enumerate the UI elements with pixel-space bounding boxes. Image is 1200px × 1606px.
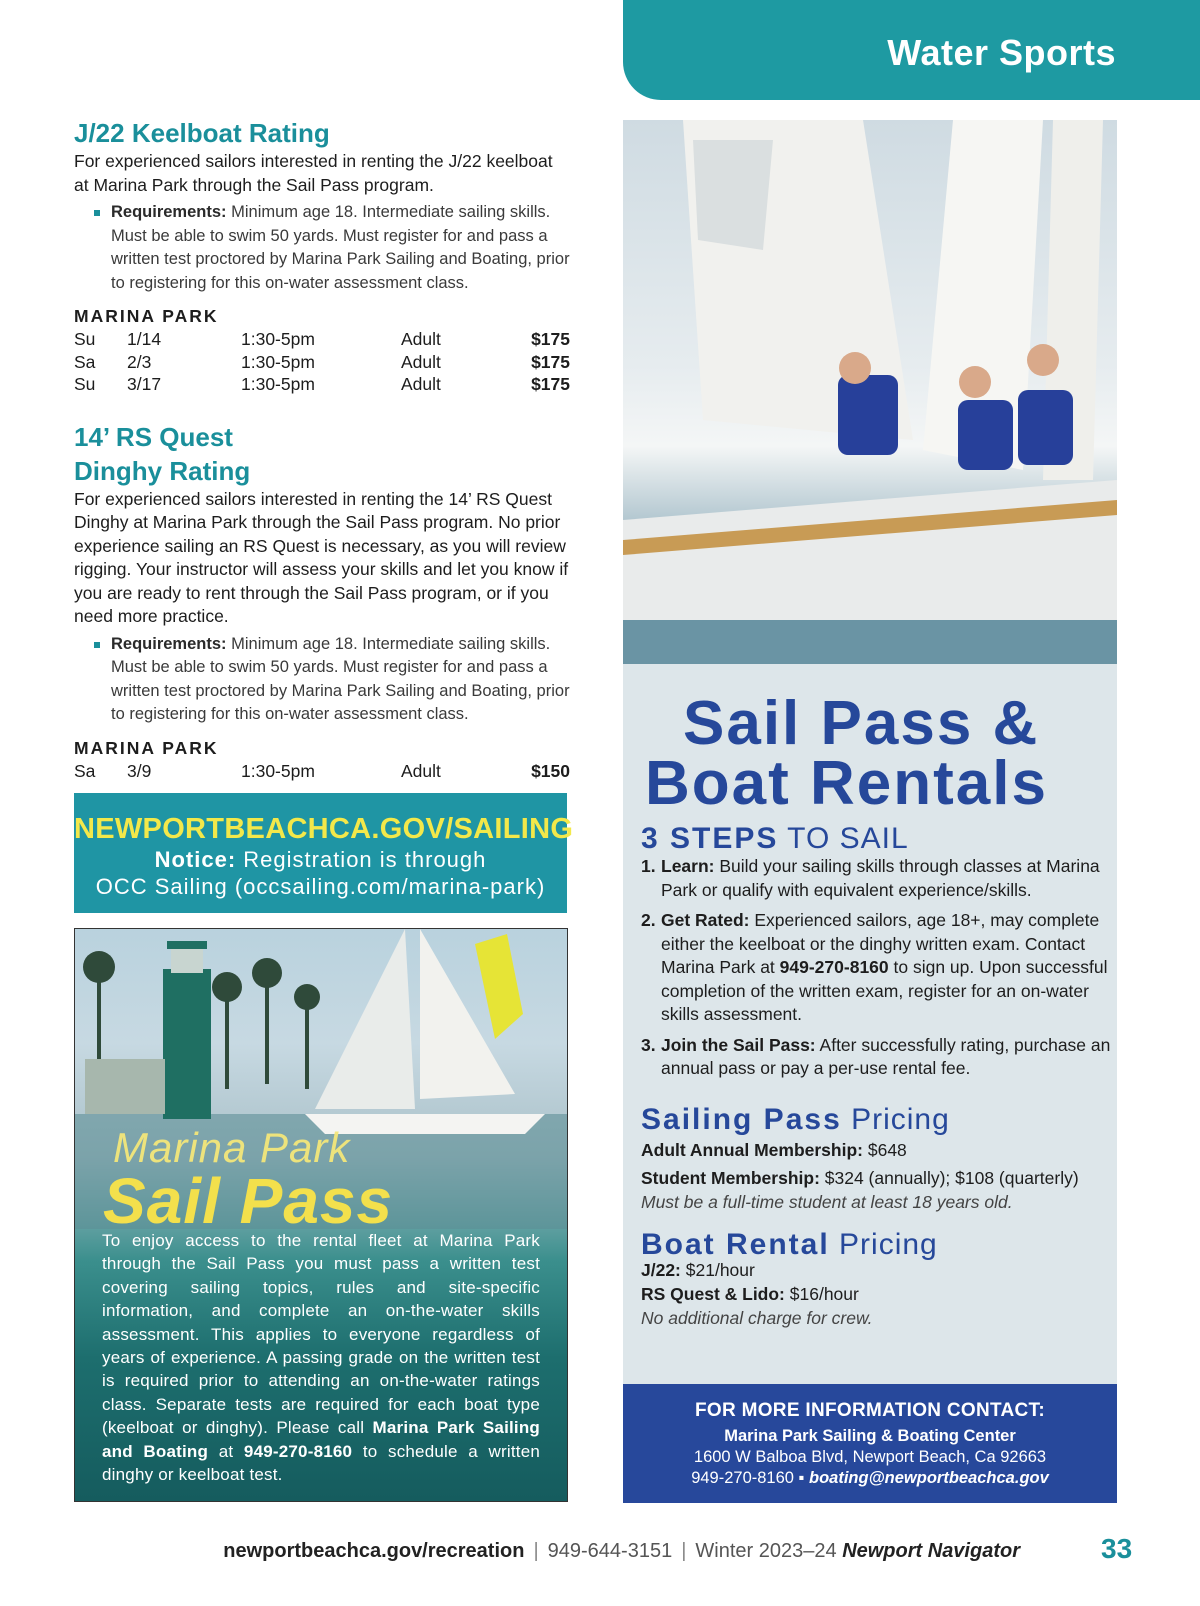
schedule-row — [74, 373, 570, 396]
rsquest-title-line1: 14’ RS Quest — [74, 421, 233, 452]
rental-pricing-list — [641, 1258, 1111, 1330]
card-text: To enjoy access to the rental fleet at Marina Park through the Sail Pass you must pass a written test covering sailing topics, rules and site-specific information, and complete an on-the-water skills assessment. This applies to everyone regardless of years of experience. A passing grade on the written test is required prior to attending an on-the-water ratings class. Separate tests are required for each boat type (keelboat or dinghy). Please call — [102, 1231, 540, 1438]
page-number: 33 — [1101, 1533, 1133, 1564]
schedule-date: 1/14 — [127, 329, 162, 349]
card-text: to schedule a written dinghy or keelboat test. — [102, 1441, 540, 1485]
lighthouse-icon — [163, 941, 211, 1119]
steps-heading — [641, 822, 909, 856]
sailing-pricing-list — [641, 1138, 1111, 1214]
venue-label: MARINA PARK — [74, 737, 219, 758]
price-value: $16/hour — [784, 1284, 859, 1304]
schedule-day: Sa — [74, 760, 96, 781]
step-phone[interactable]: 949-270-8160 — [779, 957, 889, 977]
schedule-day: Sa — [74, 351, 96, 372]
card-text: at — [208, 1441, 244, 1461]
rsquest-title-line2: Dinghy Rating — [74, 455, 251, 486]
page-footer — [223, 1540, 1020, 1563]
steps-heading-rest: TO SAIL — [778, 822, 909, 855]
step-text: Build your sailing skills through classes at Marina Park or qualify with equivalent experience/skills. — [661, 856, 1100, 900]
schedule-time: 1:30-5pm — [241, 760, 315, 781]
schedule-day: Su — [74, 329, 96, 349]
footer-publication: Newport Navigator — [842, 1540, 1020, 1562]
schedule-price: $150 — [531, 760, 570, 781]
requirements-text: Minimum age 18. Intermediate sailing skills. Must be able to swim 50 yards. Must register for and pass a written test proctored by Marina Park Sailing and Boating, prior to registering for this on-water assessment class. — [111, 634, 570, 723]
promo-title-line1: Sail Pass & — [683, 689, 1040, 758]
notice-line1 — [74, 846, 567, 873]
card-title-large: Sail Pass — [103, 1165, 394, 1237]
schedule-date: 3/17 — [127, 374, 162, 394]
pricing-heading-bold: Boat Rental — [641, 1228, 830, 1261]
card-phone[interactable]: 949-270-8160 — [243, 1441, 353, 1461]
j22-schedule — [74, 328, 570, 396]
footer-url-link[interactable]: newportbeachca.gov/recreation — [223, 1540, 525, 1562]
sailing-photo — [623, 120, 1117, 664]
registration-notice — [74, 793, 574, 913]
schedule-date: 2/3 — [127, 351, 152, 372]
contact-email-link[interactable]: boating@newportbeachca.gov — [809, 1469, 1049, 1487]
pricing-heading-rest: Pricing — [841, 1103, 950, 1136]
footer-separator: | — [533, 1540, 539, 1562]
contact-phone[interactable]: 949-270-8160 — [691, 1469, 794, 1487]
rsquest-description: For experienced sailors interested in renting the 14’ RS Quest Dinghy at Marina Park through the Sail Pass program. No prior experience sailing an RS Quest is necessary, as you will review rigging. Your instructor will assess your skills and let you know if you are ready to rent through the Sail Pass program, or if you need more practice. — [74, 488, 569, 626]
requirements-text: Minimum age 18. Intermediate sailing skills. Must be able to swim 50 yards. Must register for and pass a written test proctored by Marina Park Sailing and Boating, prior to registering for this on-water assessment class. — [111, 203, 570, 292]
pricing-note: Must be a full-time student at least 18 years old. — [641, 1192, 1013, 1212]
step-number: 2. — [641, 910, 656, 930]
schedule-age: Adult — [401, 351, 441, 372]
schedule-price: $175 — [531, 329, 570, 349]
schedule-price: $175 — [531, 374, 570, 394]
step-number: 1. — [641, 856, 656, 876]
class-listings — [74, 116, 570, 782]
notice-text1: Registration is through — [236, 847, 487, 872]
step-item — [641, 1034, 1111, 1081]
step-label: Join the Sail Pass: — [661, 1034, 816, 1055]
j22-requirements — [74, 201, 570, 295]
step-text: Experienced sailors, age 18+, may complete either the keelboat or the dinghy written exam. Contact Marina Park at — [661, 910, 1100, 977]
section-tab — [623, 0, 1200, 100]
sailing-pricing-heading — [641, 1103, 950, 1137]
j22-rental-price — [641, 1258, 1111, 1282]
schedule-age: Adult — [401, 760, 441, 781]
sailing-url-link[interactable]: NEWPORTBEACHCA.GOV/SAILING — [74, 813, 574, 845]
schedule-row — [74, 760, 570, 783]
notice-label: Notice: — [154, 847, 237, 872]
venue-label: MARINA PARK — [74, 306, 219, 326]
step-text: to sign up. Upon successful completion of the written exam, register for an on-water skills assessment. — [661, 957, 1108, 1024]
step-item — [641, 909, 1111, 1027]
bullet-icon — [94, 642, 100, 648]
rs-rental-price — [641, 1282, 1111, 1306]
footer-phone: 949-644-3151 — [547, 1540, 673, 1562]
rsquest-requirements — [74, 633, 570, 727]
card-title-small: Marina Park — [113, 1124, 351, 1171]
step-number: 3. — [641, 1034, 656, 1055]
steps-heading-bold: 3 STEPS — [641, 822, 779, 855]
sailboat-crew-illustration — [623, 120, 1117, 664]
contact-name: Marina Park Sailing & Boating Center — [724, 1427, 1016, 1445]
price-label: Adult Annual Membership: — [641, 1140, 863, 1160]
schedule-day: Su — [74, 374, 96, 394]
price-label: RS Quest & Lido: — [641, 1284, 785, 1304]
steps-list — [641, 855, 1111, 1088]
price-label: Student Membership: — [641, 1168, 820, 1188]
schedule-row — [74, 328, 570, 351]
requirements-label: Requirements: — [111, 634, 227, 653]
rental-pricing-heading — [641, 1228, 938, 1262]
schedule-price: $175 — [531, 351, 570, 372]
card-org-name: Marina Park Sailing and Boating — [102, 1418, 541, 1461]
contact-box — [623, 1384, 1117, 1503]
section-title: Water Sports — [887, 32, 1116, 73]
pricing-heading-bold: Sailing Pass — [641, 1103, 842, 1136]
bullet-icon: ▪ — [798, 1469, 805, 1487]
sail-pass-card — [74, 928, 568, 1502]
schedule-time: 1:30-5pm — [241, 374, 315, 394]
requirements-label: Requirements: — [111, 203, 227, 221]
j22-description: For experienced sailors interested in renting the J/22 keelboat at Marina Park through the Sail Pass program. — [74, 151, 553, 195]
schedule-time: 1:30-5pm — [241, 329, 315, 349]
notice-line2: OCC Sailing (occsailing.com/marina-park) — [95, 874, 546, 899]
schedule-age: Adult — [401, 374, 441, 394]
step-item — [641, 855, 1111, 902]
bullet-icon — [94, 210, 100, 216]
building-icon — [85, 1059, 165, 1114]
footer-season: Winter 2023–24 — [695, 1540, 837, 1562]
schedule-row — [74, 351, 570, 374]
price-label: J/22: — [641, 1260, 681, 1280]
sailboat-icon — [305, 929, 545, 1134]
footer-separator: | — [681, 1540, 687, 1562]
pricing-heading-rest: Pricing — [829, 1228, 938, 1261]
contact-address: 1600 W Balboa Blvd, Newport Beach, Ca 92663 — [693, 1448, 1047, 1466]
schedule-time: 1:30-5pm — [241, 351, 315, 372]
schedule-age: Adult — [401, 329, 441, 349]
step-label: Learn: — [661, 856, 715, 876]
pricing-note: No additional charge for crew. — [641, 1308, 873, 1328]
promo-title-line2: Boat Rentals — [645, 749, 1048, 818]
j22-title: J/22 Keelboat Rating — [74, 118, 330, 148]
step-text: After successfully rating, purchase an annual pass or pay a per-use rental fee. — [661, 1034, 1111, 1078]
price-value: $324 (annually); $108 (quarterly) — [819, 1168, 1079, 1188]
schedule-date: 3/9 — [127, 760, 152, 781]
student-price — [641, 1166, 1111, 1190]
step-label: Get Rated: — [661, 910, 750, 930]
contact-heading: FOR MORE INFORMATION CONTACT: — [695, 1400, 1045, 1421]
price-value: $648 — [863, 1140, 907, 1160]
contact-line — [623, 1469, 1117, 1488]
card-description — [102, 1229, 540, 1486]
price-value: $21/hour — [680, 1260, 755, 1280]
adult-price — [641, 1138, 1111, 1162]
